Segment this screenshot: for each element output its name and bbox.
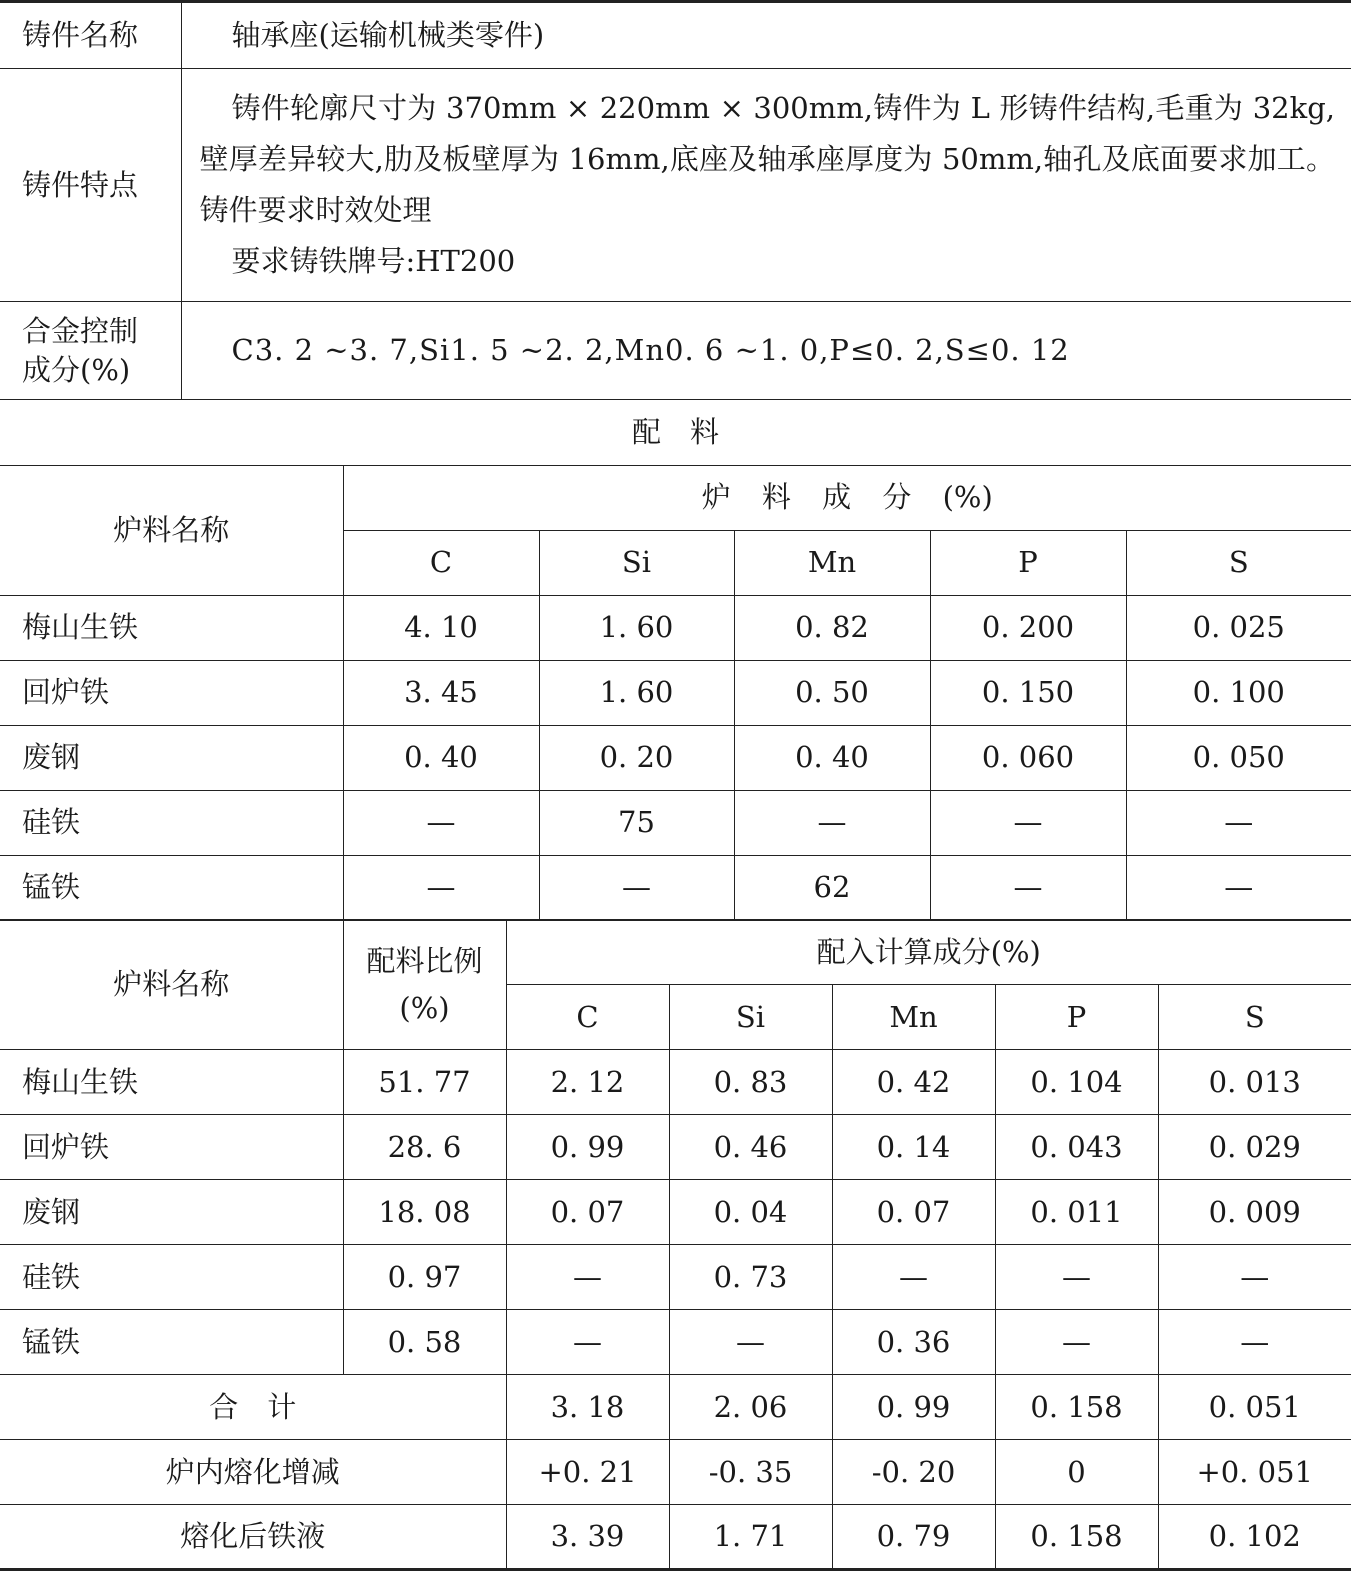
summary-cell: +0. 21 — [506, 1440, 669, 1505]
summary-cell: 1. 71 — [669, 1505, 832, 1570]
calc-col-header: C — [506, 985, 669, 1050]
casting-feature-label: 铸件特点 — [0, 69, 181, 302]
charge-cell: 0. 025 — [1126, 595, 1351, 660]
alloy-control-label — [0, 302, 181, 400]
charge-cell: 0. 20 — [539, 725, 734, 790]
charge-cell: 3. 45 — [343, 660, 539, 725]
calc-cell: — — [832, 1245, 995, 1310]
alloy-control-row — [0, 302, 1351, 400]
summary-label: 炉内熔化增减 — [0, 1440, 506, 1505]
calc-cell: 0. 009 — [1158, 1180, 1351, 1245]
charge-row — [0, 725, 1351, 790]
calc-cell: — — [995, 1245, 1158, 1310]
charge-col-header: Si — [539, 530, 734, 595]
alloy-control-label-line2: 成分(%) — [22, 352, 131, 387]
charge-row-name: 回炉铁 — [0, 660, 343, 725]
calc-cell: 0. 36 — [832, 1310, 995, 1375]
calc-cell: 0. 83 — [669, 1050, 832, 1115]
calc-cell: 2. 12 — [506, 1050, 669, 1115]
summary-row-molten-iron — [0, 1505, 1351, 1570]
charge-col-header: P — [930, 530, 1126, 595]
summary-cell: 0. 051 — [1158, 1375, 1351, 1440]
calc-cell: 0. 029 — [1158, 1115, 1351, 1180]
charge-row-name: 梅山生铁 — [0, 595, 343, 660]
casting-info-table — [0, 0, 1351, 466]
charge-cell: — — [734, 790, 930, 855]
calc-cell: 0. 104 — [995, 1050, 1158, 1115]
calc-cell: 0. 013 — [1158, 1050, 1351, 1115]
calc-ratio-cell: 51. 77 — [343, 1050, 506, 1115]
calc-cell: — — [1158, 1310, 1351, 1375]
charge-cell: 0. 200 — [930, 595, 1126, 660]
summary-row-melt-change — [0, 1440, 1351, 1505]
summary-cell: +0. 051 — [1158, 1440, 1351, 1505]
casting-feature-text: 铸件轮廓尺寸为 370mm × 220mm × 300mm,铸件为 L 形铸件结构,毛重为 32kg,壁厚差异较大,肋及板壁厚为 16mm,底座及轴承座厚度为 50mm,轴孔及底面要求加工。铸件要求时效处理 — [199, 91, 1335, 228]
calc-cell: 0. 73 — [669, 1245, 832, 1310]
calc-cell: — — [506, 1310, 669, 1375]
summary-cell: 3. 18 — [506, 1375, 669, 1440]
calc-ratio-header-line2: (%) — [399, 990, 450, 1025]
casting-name-row — [0, 2, 1351, 69]
calc-cell: 0. 04 — [669, 1180, 832, 1245]
summary-cell: 0. 102 — [1158, 1505, 1351, 1570]
calculated-composition-table — [0, 919, 1351, 1571]
charge-cell: 0. 050 — [1126, 725, 1351, 790]
charge-cell: — — [930, 790, 1126, 855]
summary-cell: 0. 79 — [832, 1505, 995, 1570]
calc-cell: — — [506, 1245, 669, 1310]
charge-row-name: 锰铁 — [0, 855, 343, 920]
calc-row-name: 回炉铁 — [0, 1115, 343, 1180]
calc-cell: 0. 46 — [669, 1115, 832, 1180]
charge-cell: — — [1126, 855, 1351, 920]
calc-cell: 0. 07 — [832, 1180, 995, 1245]
calc-row-name: 锰铁 — [0, 1310, 343, 1375]
charge-cell: — — [1126, 790, 1351, 855]
calc-header-row — [0, 920, 1351, 985]
calc-row — [0, 1245, 1351, 1310]
calc-row-name: 废钢 — [0, 1180, 343, 1245]
summary-row-total — [0, 1375, 1351, 1440]
calc-cell: 0. 42 — [832, 1050, 995, 1115]
casting-feature-value — [181, 69, 1351, 302]
calc-row-name: 硅铁 — [0, 1245, 343, 1310]
charge-cell: 0. 40 — [734, 725, 930, 790]
charge-cell: 75 — [539, 790, 734, 855]
summary-cell: 0. 99 — [832, 1375, 995, 1440]
charge-row-name: 废钢 — [0, 725, 343, 790]
charge-cell: 0. 50 — [734, 660, 930, 725]
charge-row — [0, 790, 1351, 855]
charge-cell: 0. 150 — [930, 660, 1126, 725]
calc-ratio-cell: 0. 97 — [343, 1245, 506, 1310]
charge-col-header: C — [343, 530, 539, 595]
calc-ratio-cell: 28. 6 — [343, 1115, 506, 1180]
calc-cell: 0. 99 — [506, 1115, 669, 1180]
calc-col-header: P — [995, 985, 1158, 1050]
summary-cell: 0 — [995, 1440, 1158, 1505]
section-title-row — [0, 400, 1351, 466]
charge-cell: 1. 60 — [539, 595, 734, 660]
casting-name-label: 铸件名称 — [0, 2, 181, 69]
alloy-control-value: C3. 2 ~3. 7,Si1. 5 ~2. 2,Mn0. 6 ~1. 0,P≤0. 2,S≤0. 12 — [181, 302, 1351, 400]
calc-col-header: S — [1158, 985, 1351, 1050]
charge-col-header: Mn — [734, 530, 930, 595]
casting-feature-row — [0, 69, 1351, 302]
casting-name-value: 轴承座(运输机械类零件) — [181, 2, 1351, 69]
summary-cell: 3. 39 — [506, 1505, 669, 1570]
calc-row — [0, 1310, 1351, 1375]
summary-label: 合 计 — [0, 1375, 506, 1440]
calc-ratio-header-line1: 配料比例 — [366, 944, 483, 979]
charge-cell: 62 — [734, 855, 930, 920]
charge-cell: — — [343, 855, 539, 920]
summary-cell: 0. 158 — [995, 1375, 1158, 1440]
calc-group-header: 配入计算成分(%) — [506, 920, 1351, 985]
charge-col-header: S — [1126, 530, 1351, 595]
charge-cell: 4. 10 — [343, 595, 539, 660]
calc-cell: — — [1158, 1245, 1351, 1310]
summary-cell: 0. 158 — [995, 1505, 1158, 1570]
charge-row-name: 硅铁 — [0, 790, 343, 855]
charge-header-row — [0, 465, 1351, 530]
charge-cell: 0. 82 — [734, 595, 930, 660]
calc-ratio-cell: 18. 08 — [343, 1180, 506, 1245]
summary-cell: -0. 35 — [669, 1440, 832, 1505]
calc-cell: 0. 14 — [832, 1115, 995, 1180]
calc-cell: — — [669, 1310, 832, 1375]
calc-cell: — — [995, 1310, 1158, 1375]
calc-cell: 0. 07 — [506, 1180, 669, 1245]
calc-cell: 0. 011 — [995, 1180, 1158, 1245]
calc-row — [0, 1050, 1351, 1115]
charge-row — [0, 660, 1351, 725]
calc-ratio-header — [343, 920, 506, 1050]
charge-group-header: 炉 料 成 分 (%) — [343, 465, 1351, 530]
charge-row — [0, 855, 1351, 920]
calc-col-header: Mn — [832, 985, 995, 1050]
summary-label: 熔化后铁液 — [0, 1505, 506, 1570]
calc-cell: 0. 043 — [995, 1115, 1158, 1180]
charge-cell: 1. 60 — [539, 660, 734, 725]
summary-cell: -0. 20 — [832, 1440, 995, 1505]
alloy-control-label-line1: 合金控制 — [22, 314, 139, 349]
cast-iron-grade: 要求铸铁牌号:HT200 — [231, 244, 516, 279]
charge-name-header: 炉料名称 — [0, 465, 343, 595]
charge-cell: 0. 100 — [1126, 660, 1351, 725]
charge-cell: — — [343, 790, 539, 855]
charge-row — [0, 595, 1351, 660]
charge-cell: — — [930, 855, 1126, 920]
charge-composition-table — [0, 465, 1351, 921]
calc-col-header: Si — [669, 985, 832, 1050]
calc-name-header: 炉料名称 — [0, 920, 343, 1050]
calc-row-name: 梅山生铁 — [0, 1050, 343, 1115]
section-title: 配 料 — [0, 400, 1351, 466]
charge-cell: — — [539, 855, 734, 920]
calc-ratio-cell: 0. 58 — [343, 1310, 506, 1375]
charge-cell: 0. 060 — [930, 725, 1126, 790]
charge-cell: 0. 40 — [343, 725, 539, 790]
calc-row — [0, 1115, 1351, 1180]
calc-row — [0, 1180, 1351, 1245]
summary-cell: 2. 06 — [669, 1375, 832, 1440]
